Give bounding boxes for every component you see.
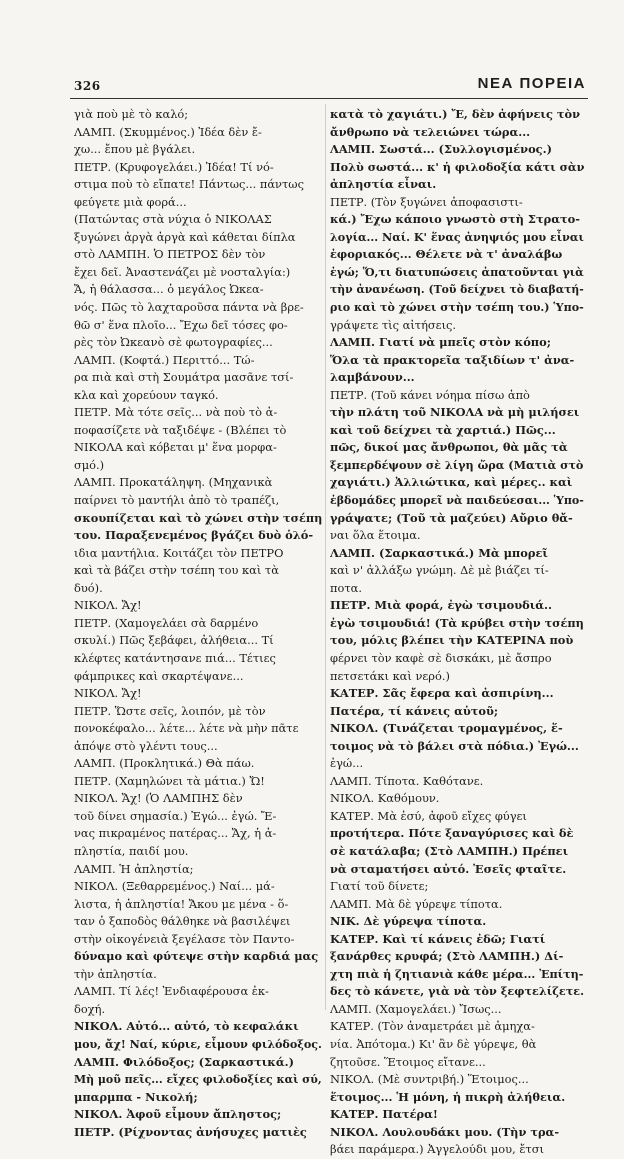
right-text-line: ΠΕΤΡ. (Τὸν ξυγώνει ἀποφασιστι- bbox=[330, 194, 523, 209]
left-text-line: πονοκέφαλο... λέτε... λέτε νὰ μὴν πᾶτε bbox=[74, 721, 299, 736]
header-rule bbox=[70, 98, 588, 99]
left-text-line: ΛΑΜΠ. (Σκυμμένος.) Ἰδέα δὲν ἔ- bbox=[74, 124, 262, 139]
right-text-line: ἕτοιμος... Ἡ μόνη, ἡ πικρὴ ἀλήθεια. bbox=[330, 1089, 566, 1104]
left-text-line: ΛΑΜΠ. (Κοφτά.) Περιττό... Τώ- bbox=[74, 352, 255, 367]
right-text-line: ΛΑΜΠ. (Σαρκαστικά.) Μὰ μπορεῖ bbox=[330, 545, 548, 560]
right-text-line: ἐγὼ τσιμουδιά! (Τὰ κρύβει στὴν τσέπη bbox=[330, 615, 584, 630]
left-text-line: ΝΙΚΟΛ. Ἀφοῦ εἶμουν ἄπληστος; bbox=[74, 1107, 282, 1122]
right-text-line: χαγιάτι.) Ἀλλιώτικα, καὶ μέρες.. καὶ bbox=[330, 475, 573, 490]
right-text-line: ριο καὶ τὸ χώνει στὴν τσέπη του.) Ὑπο- bbox=[330, 300, 584, 315]
left-text-line: ΛΑΜΠ. (Προκλητικά.) Θὰ πάω. bbox=[74, 756, 255, 771]
right-text-line: ΛΑΜΠ. (Χαμογελάει.) Ἴσως... bbox=[330, 1001, 502, 1016]
right-text-line: ἀπληστία εἶναι. bbox=[330, 177, 437, 192]
left-text-line: κλα καὶ χορεύουν ταγκό. bbox=[74, 387, 219, 402]
page-number: 326 bbox=[74, 79, 101, 93]
left-text-line: ΛΑΜΠ. Ἡ ἀπληστία; bbox=[74, 861, 194, 876]
right-text-line: τοιμος νὰ τὸ βάλει στὰ πόδια.) Ἐγώ... bbox=[330, 738, 579, 753]
right-text-line: ΚΑΤΕΡ. Μὰ ἐσύ, ἀφοῦ εἴχες φύγει bbox=[330, 808, 527, 823]
left-column bbox=[74, 106, 322, 1141]
right-text-line: ἐγώ; Ὅ,τι διατυπώσεις ἀπατοῦνται γιὰ bbox=[330, 264, 584, 279]
right-text-line: Γιατί τοῦ δίνετε; bbox=[330, 879, 429, 894]
column-divider bbox=[325, 104, 326, 1010]
left-text-line: ΠΕΤΡ. (Χαμογελάει σὰ δαρμένο bbox=[74, 615, 259, 630]
right-text-line: ξεμπερδέψουν σὲ λίγη ὥρα (Ματιὰ στὸ bbox=[330, 457, 584, 472]
right-text-line: ΝΙΚΟΛ. Καθόμουν. bbox=[330, 791, 440, 806]
left-text-line: στιμα ποὺ τὸ εἴπατε! Πάντως... πάντως bbox=[74, 177, 304, 192]
left-text-line: παίρνει τὸ μαντήλι ἀπὸ τὸ τραπέζι, bbox=[74, 493, 280, 508]
right-text-line: σὲ κατάλαβα; (Στὸ ΛΑΜΠΗ.) Πρέπει bbox=[330, 843, 569, 858]
left-text-line: χω... ἔπου μὲ βγάλει. bbox=[74, 142, 196, 157]
left-text-line: μου, ἄχ! Ναί, κύριε, εἶμουν φιλόδοξος. bbox=[74, 1036, 322, 1051]
left-text-line: ποφασίζετε νὰ ταξιδέψε - (Βλέπει τὸ bbox=[74, 422, 287, 437]
left-text-line: ρὲς τὸν Ὠκεανὸ σὲ φωτογραφίες... bbox=[74, 335, 273, 350]
right-text-line: καὶ τοῦ δείχνει τὰ χαρτιά.) Πῶς... bbox=[330, 422, 556, 437]
left-text-line: ΠΕΤΡ. (Ρίχνοντας ἀνήσυχες ματιὲς bbox=[74, 1124, 307, 1139]
left-text-line: σμό.) bbox=[74, 457, 105, 472]
left-text-line: ξυγώνει ἀργὰ ἀργὰ καὶ κάθεται δίπλα bbox=[74, 229, 296, 244]
left-text-line: δυό). bbox=[74, 580, 103, 595]
right-text-line: ΛΑΜΠ. Τίποτα. Καθότανε. bbox=[330, 773, 484, 788]
right-text-line: ΛΑΜΠ. Σωστά... (Συλλογισμένος.) bbox=[330, 142, 552, 157]
left-text-line: ΛΑΜΠ. Τί λές! Ἐνδιαφέρουσα ἐκ- bbox=[74, 984, 269, 999]
right-text-line: κά.) Ἔχω κάποιο γνωστὸ στὴ Στρατο- bbox=[330, 212, 580, 227]
right-text-line: ἑβδομάδες μπορεῖ νὰ παιδεύεσαι... Ὑπο- bbox=[330, 493, 584, 508]
left-text-line: νας πικραμένος πατέρας... Ἄχ, ἡ ἀ- bbox=[74, 826, 277, 841]
left-text-line: στὴν οἰκογένειὰ ξεγέλασε τὸν Παντο- bbox=[74, 931, 295, 946]
right-text-line: ΛΑΜΠ. Γιατί νὰ μπεῖς στὸν κόπο; bbox=[330, 335, 551, 350]
left-text-line: ΝΙΚΟΛ. Ἄχ! (Ὁ ΛΑΜΠΗΣ δὲν bbox=[74, 791, 243, 806]
right-text-line: ἄνθρωπο νὰ τελειώνει τώρα... bbox=[330, 124, 531, 139]
right-column bbox=[330, 106, 584, 1159]
right-text-line: γράψετε τὶς αἰτήσεις. bbox=[330, 317, 457, 332]
left-text-line: δύναμο καὶ φύτεψε στὴν καρδιά μας bbox=[74, 949, 319, 964]
right-text-line: ΝΙΚΟΛ. (Τινάζεται τρομαγμένος, ἕ- bbox=[330, 721, 563, 736]
right-text-line: βάει παράμερα.) Ἀγγελούδι μου, ἔτσι bbox=[330, 1142, 544, 1157]
right-text-line: γράψατε; (Τοῦ τὰ μαζεύει) Αὔριο θἄ- bbox=[330, 510, 573, 525]
right-text-line: κατὰ τὸ χαγιάτι.) Ἔ, δὲν ἀφήνεις τὸν bbox=[330, 107, 581, 121]
right-text-line: ΚΑΤΕΡ. Καὶ τί κάνεις ἐδῶ; Γιατί bbox=[330, 931, 546, 946]
right-text-line: τὴν ἀνανέωση. (Τοῦ δείχνει τὸ διαβατή- bbox=[330, 282, 584, 297]
left-text-line: ΝΙΚΟΛ. (Ξεθαρρεμένος.) Ναί... μά- bbox=[74, 879, 275, 894]
left-text-line: σκουπίζεται καὶ τὸ χώνει στὴν τσέπη bbox=[74, 510, 323, 525]
right-text-line: ΠΕΤΡ. (Τοῦ κάνει νόημα πίσω ἀπὸ bbox=[330, 387, 530, 402]
left-text-line: ἀπόψε στὸ γλέντι τους... bbox=[74, 738, 218, 753]
left-text-line: φεύγετε μιὰ φορά... bbox=[74, 194, 187, 209]
left-text-line: ιδια μαντήλια. Κοιτάζει τὸν ΠΕΤΡΟ bbox=[74, 545, 284, 560]
right-text-line: Πολὺ σωστά... κ' ἡ φιλοδοξία κάτι σὰν bbox=[330, 159, 585, 174]
left-text-line: κλέφτες κατάντησανε πιά... Τέτιες bbox=[74, 650, 276, 665]
right-text-line: ΝΙΚΟΛ. (Μὲ συντριβή.) Ἕτοιμος... bbox=[330, 1072, 529, 1087]
left-text-line: Ἄ, ἡ θάλασσα... ὁ μεγάλος Ὠκεα- bbox=[74, 282, 264, 297]
right-text-line: ΚΑΤΕΡ. Πατέρα! bbox=[330, 1107, 438, 1122]
left-text-line: σκυλί.) Πῶς ξεβάφει, ἀλήθεια... Τί bbox=[74, 633, 274, 648]
right-text-line: ΚΑΤΕΡ. Σᾶς ἔφερα καὶ ἀσπιρίνη... bbox=[330, 686, 554, 701]
left-text-line: ἔχει δεῖ. Ἀναστενάζει μὲ νοσταλγία:) bbox=[74, 264, 291, 279]
left-text-line: ρα πιὰ καὶ στὴ Σουμάτρα μασᾶνε τσί- bbox=[74, 370, 294, 385]
left-text-line: ΠΕΤΡ. Ὥστε σεῖς, λοιπόν, μὲ τὸν bbox=[74, 703, 266, 718]
right-text-line: πῶς, δικοί μας ἄνθρωποι, θὰ μᾶς τὰ bbox=[330, 440, 568, 455]
right-text-line: ΝΙΚΟΛ. Λουλουδάκι μου. (Τὴν τρα- bbox=[330, 1124, 560, 1139]
left-text-line: γιὰ ποὺ μὲ τὸ καλό; bbox=[74, 107, 189, 121]
right-text-line: πετσετάκι καὶ νερό.) bbox=[330, 668, 450, 683]
left-text-line: πληστία, παιδί μου. bbox=[74, 843, 189, 858]
left-text-line: ΛΑΜΠ. Προκατάληψη. (Μηχανικὰ bbox=[74, 475, 273, 490]
left-text-line: ΝΙΚΟΛ. Ἄχ! bbox=[74, 598, 142, 613]
left-text-line: ΠΕΤΡ. (Χαμηλώνει τὰ μάτια.) Ὤ! bbox=[74, 773, 265, 788]
right-text-line: δες τὸ κάνετε, γιὰ νὰ τὸν ξεφτελίζετε. bbox=[330, 984, 585, 999]
right-text-line: ΝΙΚ. Δὲ γύρεψα τίποτα. bbox=[330, 914, 487, 929]
right-text-line: φέρνει τὸν καφὲ σὲ δισκάκι, μὲ ἄσπρο bbox=[330, 650, 552, 665]
left-text-line: ΛΑΜΠ. Φιλόδοξος; (Σαρκαστικά.) bbox=[74, 1054, 294, 1069]
right-text-line: ποτα. bbox=[330, 580, 362, 595]
right-text-line: τὴν πλάτη τοῦ ΝΙΚΟΛΑ νὰ μὴ μιλήσει bbox=[330, 405, 580, 420]
left-text-line: τὴν ἀπληστία. bbox=[74, 966, 157, 981]
left-text-line: μπαρμπα - Νικολή; bbox=[74, 1089, 198, 1104]
left-text-line: στὸ ΛΑΜΠΗ. Ὁ ΠΕΤΡΟΣ δὲν τὸν bbox=[74, 247, 266, 262]
right-text-line: του, μόλις βλέπει τὴν ΚΑΤΕΡΙΝΑ ποὺ bbox=[330, 633, 574, 648]
right-text-line: προτήτερα. Πότε ξαναγύρισες καὶ δὲ bbox=[330, 826, 574, 841]
left-text-line: ΝΙΚΟΛΑ καὶ κόβεται μ' ἕνα μορφα- bbox=[74, 440, 277, 455]
right-text-line: λαμβάνουν... bbox=[330, 370, 415, 385]
right-text-line: ἐφοριακός... Θέλετε νὰ τ' ἀναλάβω bbox=[330, 247, 563, 262]
right-text-line: καὶ ν' ἀλλάξω γνώμη. Δὲ μὲ βιάζει τί- bbox=[330, 563, 549, 578]
left-text-line: λιστα, ἡ ἀπληστία! Ἄκου με μένα - ὅ- bbox=[74, 896, 289, 911]
journal-title: ΝΕΑ ΠΟΡΕΙΑ bbox=[477, 75, 586, 92]
left-text-line: καὶ τὰ βάζει στὴν τσέπη του καὶ τὰ bbox=[74, 563, 279, 578]
right-text-line: Πατέρα, τί κάνεις αὐτοῦ; bbox=[330, 703, 499, 718]
left-text-line: ΠΕΤΡ. (Κρυφογελάει.) Ἰδέα! Τί νό- bbox=[74, 159, 274, 174]
left-text-line: Μὴ μοῦ πεῖς... εἴχες φιλοδοξίες καὶ σύ, bbox=[74, 1072, 322, 1087]
right-text-line: ξανάρθες κρυφά; (Στὸ ΛΑΜΠΗ.) Δί- bbox=[330, 949, 564, 964]
right-text-line: ΚΑΤΕΡ. (Τὸν ἀναμετράει μὲ ἀμηχα- bbox=[330, 1019, 535, 1034]
right-text-line: χτη πιὰ ἡ ζητιανιὰ κάθε μέρα... Ἐπίτη- bbox=[330, 966, 584, 981]
left-text-line: θῶ σ' ἕνα πλοῖο... Ἔχω δεῖ τόσες φο- bbox=[74, 317, 288, 332]
right-text-line: ΠΕΤΡ. Μιὰ φορά, ἐγὼ τσιμουδιά.. bbox=[330, 598, 552, 613]
left-text-line: ΝΙΚΟΛ. Αὐτό... αὐτό, τὸ κεφαλάκι bbox=[74, 1019, 299, 1034]
left-text-line: δοχή. bbox=[74, 1001, 106, 1016]
left-text-line: τοῦ δίνει σημασία.) Ἐγώ... ἐγώ. Ἔ- bbox=[74, 808, 277, 823]
right-text-line: ναι ὅλα ἕτοιμα. bbox=[330, 528, 421, 543]
right-text-line: ΛΑΜΠ. Μὰ δὲ γύρεψε τίποτα. bbox=[330, 896, 503, 911]
right-text-line: νὰ σταματήσει αὐτό. Ἐσεῖς φταῖτε. bbox=[330, 861, 567, 876]
left-text-line: ΝΙΚΟΛ. Ἄχ! bbox=[74, 686, 142, 701]
left-text-line: νός. Πῶς τὸ λαχταροῦσα πάντα νὰ βρε- bbox=[74, 300, 304, 315]
right-text-line: ἐγώ... bbox=[330, 756, 364, 771]
left-text-line: φάμπρικες καὶ σκαρτέψανε... bbox=[74, 668, 244, 683]
right-text-line: ζητοῦσε. Ἕτοιμος εἴτανε... bbox=[330, 1054, 486, 1069]
right-text-line: Ὅλα τὰ πρακτορεῖα ταξιδίων τ' ἀνα- bbox=[330, 352, 575, 367]
left-text-line: (Πατώντας στὰ νύχια ὁ ΝΙΚΟΛΑΣ bbox=[74, 212, 272, 227]
right-text-line: λογία... Ναί. Κ' ἕνας ἀνηψιός μου εἶναι bbox=[330, 229, 584, 244]
left-text-line: ταν ὁ ξαποδὸς θάλθηκε νὰ βασιλέψει bbox=[74, 914, 291, 929]
right-text-line: νία. Ἀπότομα.) Κι' ἂν δὲ γύρεψε, θὰ bbox=[330, 1036, 537, 1051]
left-text-line: του. Παραξενεμένος βγάζει δυὸ ὁλό- bbox=[74, 528, 314, 543]
left-text-line: ΠΕΤΡ. Μὰ τότε σεῖς... νὰ ποὺ τὸ ἀ- bbox=[74, 405, 278, 420]
